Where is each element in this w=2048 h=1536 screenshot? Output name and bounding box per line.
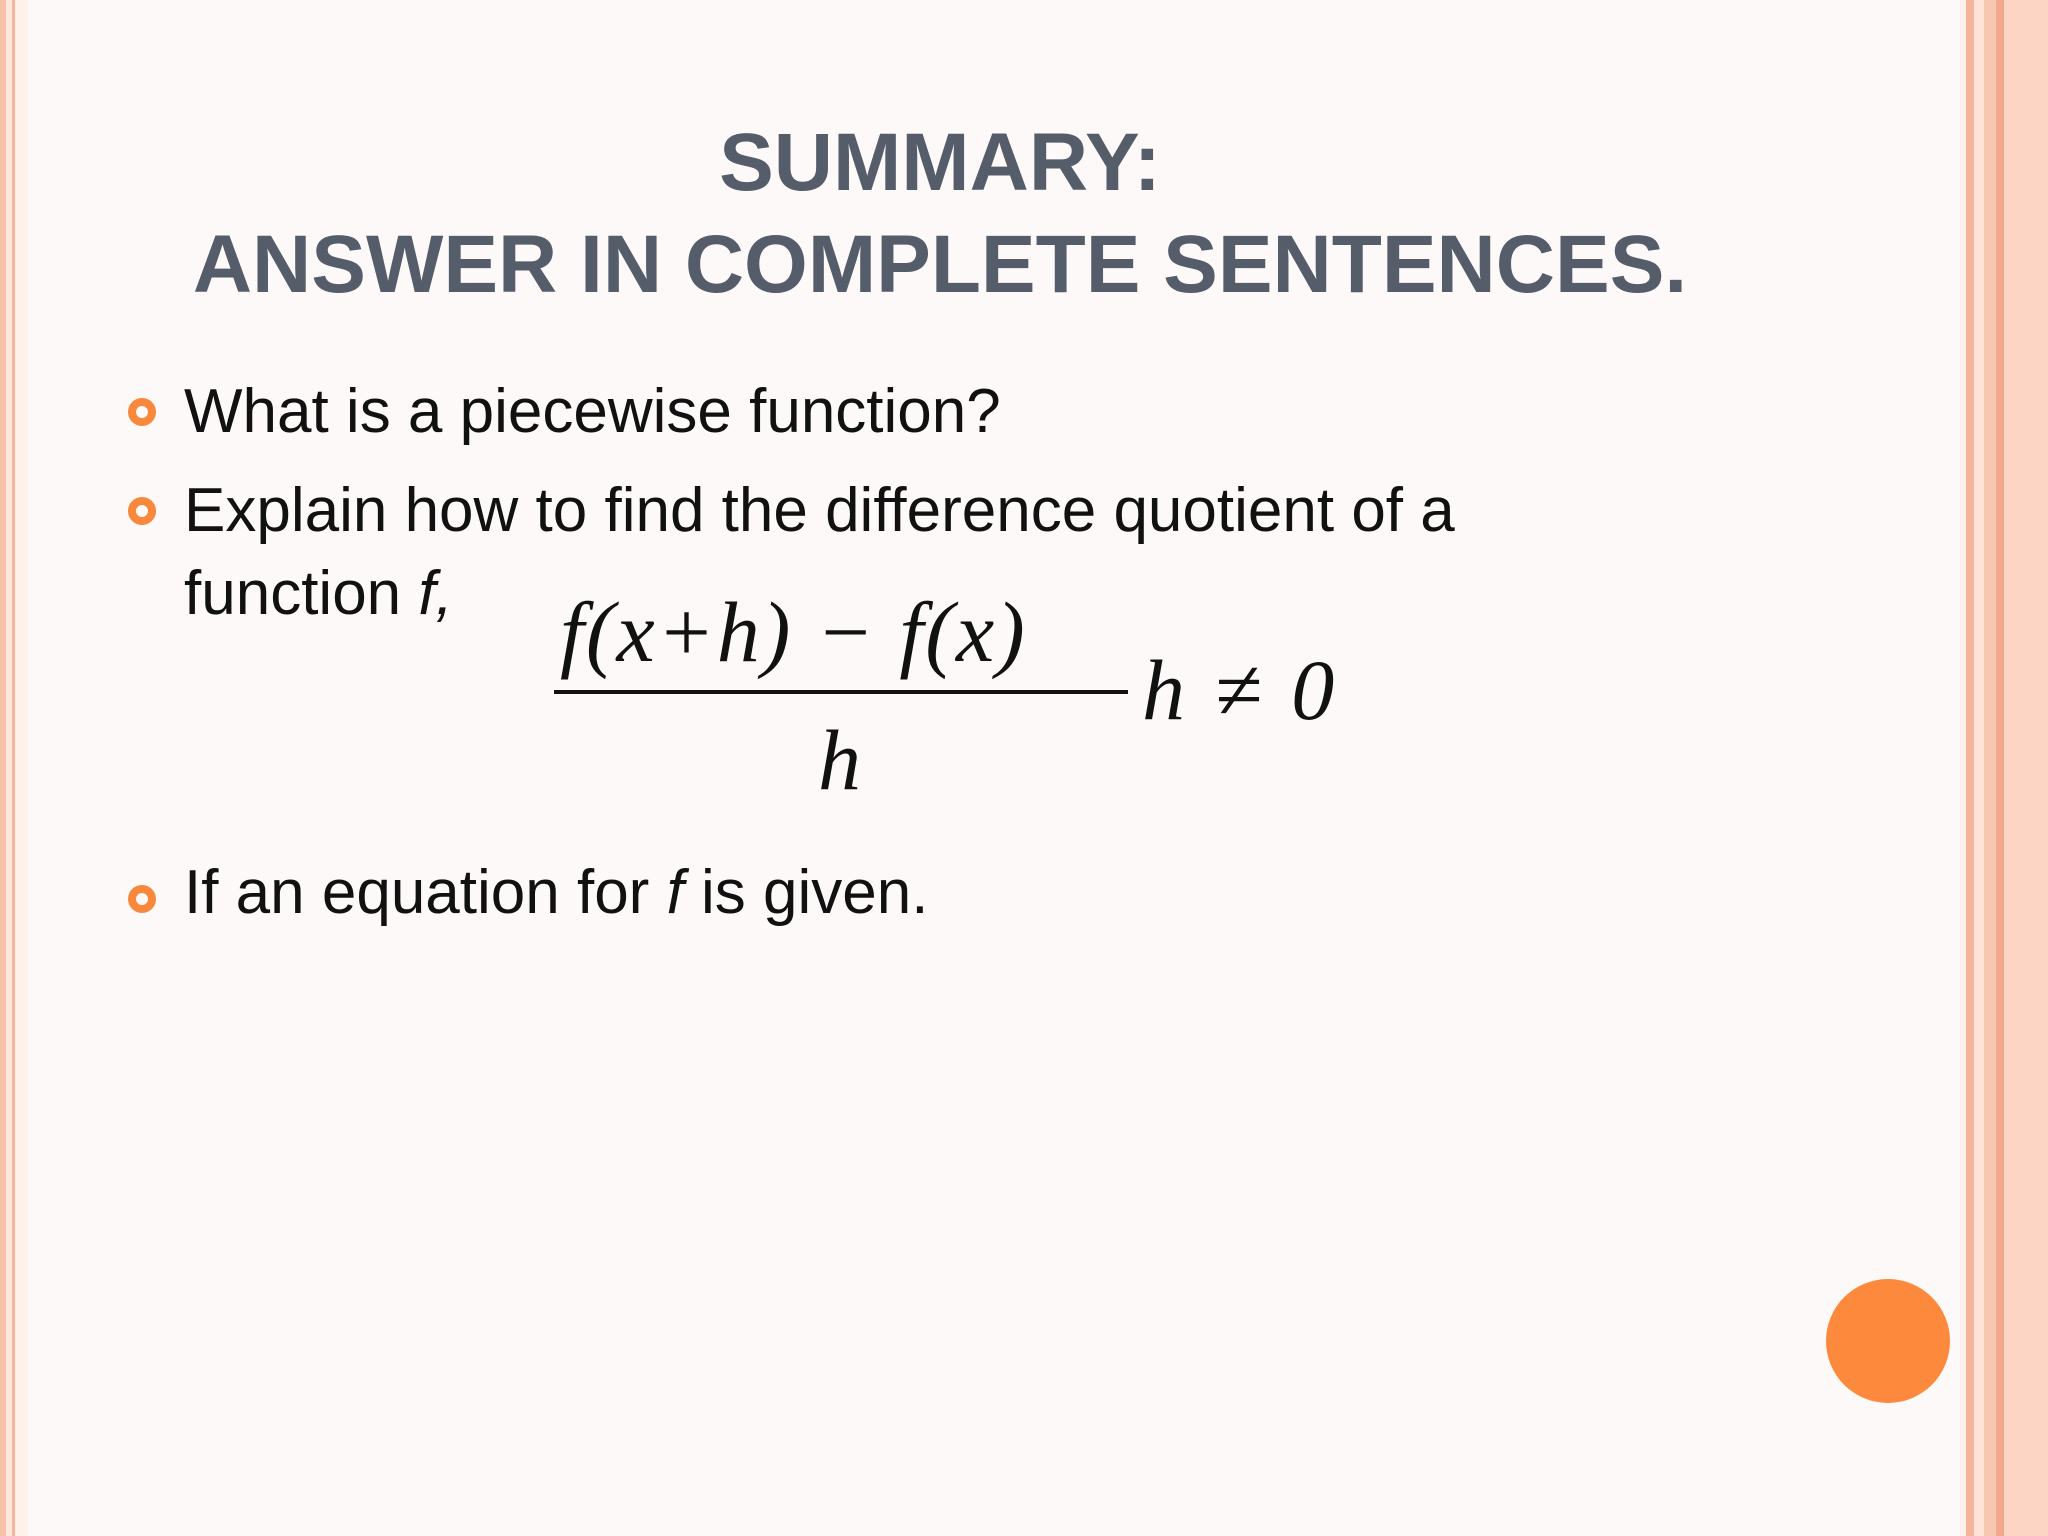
bullet-text-1: What is a piecewise function? xyxy=(184,377,1001,446)
formula-denominator: h xyxy=(818,712,861,808)
bullet-text-3-suffix: is given. xyxy=(683,858,929,927)
bullet-text-2-comma: , xyxy=(435,559,453,628)
title-line-1: SUMMARY: xyxy=(719,117,1161,208)
fraction-bar xyxy=(554,690,1128,694)
bullet-text-3 xyxy=(184,851,928,935)
bullet-text-2-line-1: Explain how to find the difference quotient of a xyxy=(184,476,1455,545)
bullet-icon xyxy=(128,497,156,525)
title-line-2: ANSWER IN COMPLETE SENTENCES. xyxy=(192,219,1688,310)
right-decorative-border xyxy=(1960,0,2048,1536)
bullet-text-2-prefix: function xyxy=(184,559,419,628)
slide-title xyxy=(40,112,1840,316)
orange-accent-circle xyxy=(1826,1279,1950,1403)
bullet-text-3-prefix: If an equation for xyxy=(184,858,667,927)
bullet-icon xyxy=(128,398,156,426)
formula-numerator: f(x+h) − f(x) xyxy=(560,584,1027,680)
bullet-text-2-variable: f xyxy=(418,559,436,628)
bullet-icon xyxy=(128,885,156,913)
left-decorative-border xyxy=(0,0,28,1536)
formula-condition: h ≠ 0 xyxy=(1142,642,1339,738)
bullet-text-3-variable: f xyxy=(666,858,684,927)
bullet-text-2-line-2 xyxy=(184,552,453,636)
